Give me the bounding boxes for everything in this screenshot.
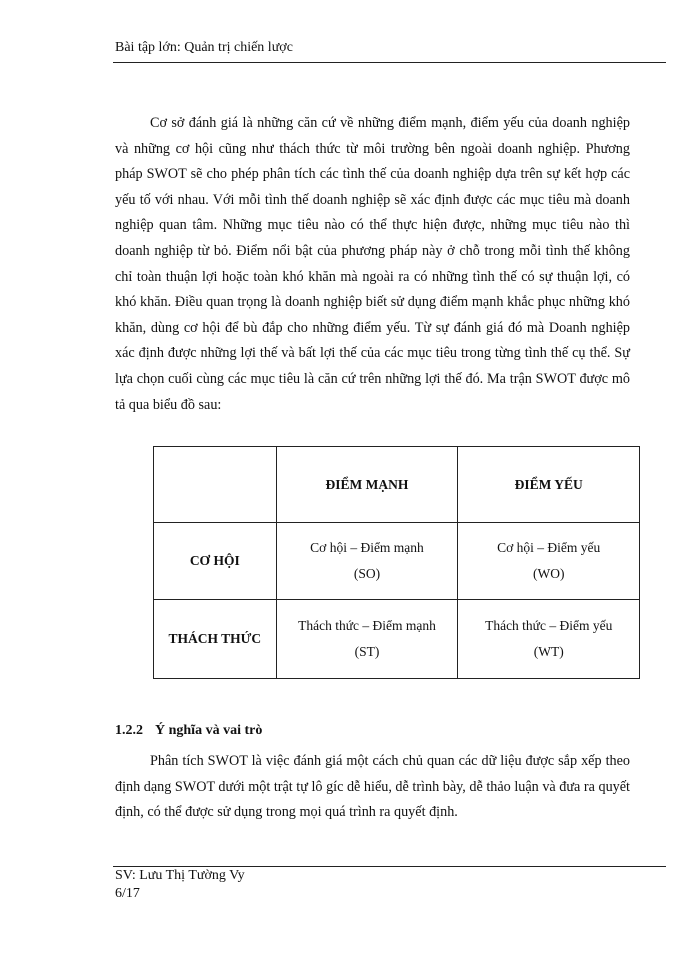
cell-wt: [458, 600, 640, 679]
cell-so-code: (SO): [353, 566, 381, 581]
table-row-threats: [154, 600, 640, 679]
row-label-threats: THÁCH THỨC: [154, 600, 277, 679]
section-title: Ý nghĩa và vai trò: [155, 723, 263, 738]
cell-wo: [458, 523, 640, 600]
intro-paragraph: Cơ sở đánh giá là những căn cứ về những điểm mạnh, điểm yếu của doanh nghiệp và những cơ hội cũng như thách thức từ môi trường bên ngoài doanh nghiệp. Phương pháp SWOT sẽ cho phép phân tích các tình thế của doanh nghiệp dựa trên sự kết hợp các yếu tố với nhau. Với mỗi tình thế doanh nghiệp sẽ xác định được các mục tiêu mà doanh nghiệp quan tâm. Những mục tiêu nào có thể thực hiện được, những mục tiêu nào thì doanh nghiệp từ bỏ. Điểm nổi bật của phương pháp này ở chỗ trong mỗi tình thế không chỉ toàn thuận lợi hoặc toàn khó khăn mà ngoài ra có những tình thế có sự thuận lợi, có khó khăn. Điều quan trọng là doanh nghiệp biết sử dụng điểm mạnh khắc phục những khó khăn, dùng cơ hội để bù đắp cho những điểm yếu. Từ sự đánh giá đó mà Doanh nghiệp xác định được những lợi thế và bất lợi thế của các mục tiêu trong từng tình thế cụ thể. Sự lựa chọn cuối cùng các mục tiêu là căn cứ trên những lợi thế đó. Ma trận SWOT được mô tả qua biểu đồ sau:: [115, 115, 630, 413]
cell-so-text: Cơ hội – Điểm mạnh: [310, 540, 424, 555]
cell-wo-text: Cơ hội – Điểm yếu: [497, 540, 601, 555]
cell-st-code: (ST): [354, 644, 380, 659]
section-heading: [115, 723, 262, 739]
swot-meaning-paragraph: Phân tích SWOT là việc đánh giá một cách chủ quan các dữ liệu được sắp xếp theo định dạng SWOT dưới một trật tự lô gíc dễ hiểu, dễ trình bày, dễ thảo luận và đưa ra quyết định, có thể được sử dụng trong mọi quá trình ra quyết định.: [115, 753, 630, 821]
table-row-opportunities: [154, 523, 640, 600]
cell-st: [276, 600, 458, 679]
table-header-row: [154, 447, 640, 523]
cell-st-text: Thách thức – Điểm mạnh: [298, 618, 436, 633]
header-weaknesses: ĐIỂM YẾU: [458, 447, 640, 523]
table-corner-cell: [154, 447, 277, 523]
page-number: 6/17: [115, 886, 140, 901]
footer-divider: [113, 866, 666, 867]
cell-wt-text: Thách thức – Điểm yếu: [485, 618, 613, 633]
cell-wt-code: (WT): [533, 644, 564, 659]
row-label-opportunities: CƠ HỘI: [154, 523, 277, 600]
header-strengths: ĐIỂM MẠNH: [276, 447, 458, 523]
footer-author: SV: Lưu Thị Tường Vy: [115, 868, 245, 883]
header-title: Bài tập lớn: Quản trị chiến lược: [115, 40, 293, 55]
cell-so: [276, 523, 458, 600]
header-divider: [113, 62, 666, 63]
swot-matrix-table: [153, 446, 640, 679]
cell-wo-code: (WO): [532, 566, 565, 581]
section-number: 1.2.2: [115, 723, 143, 738]
